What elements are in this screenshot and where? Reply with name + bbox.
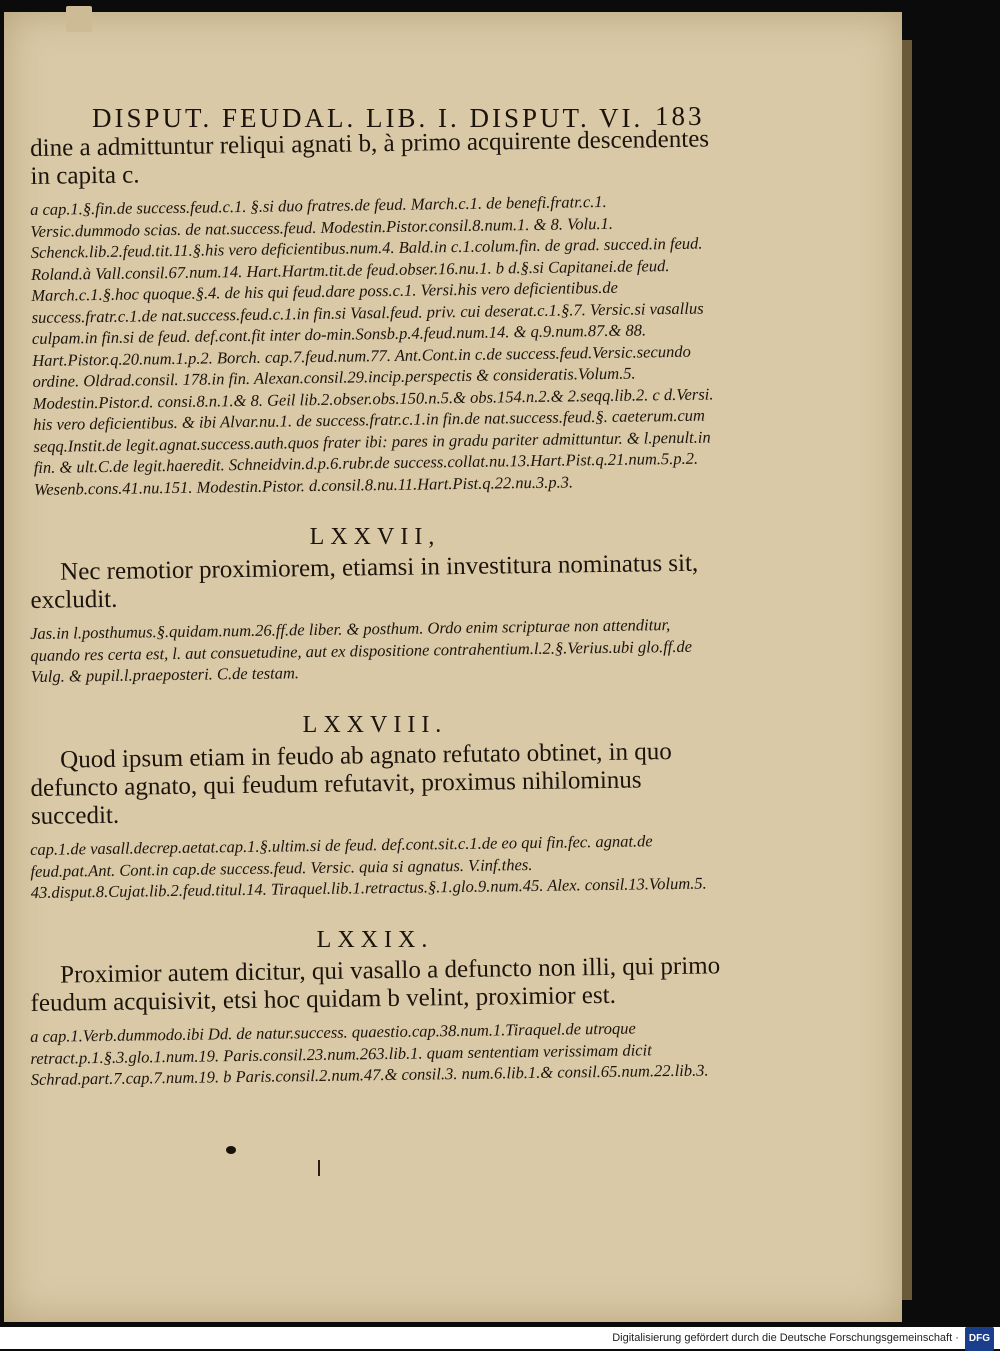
section-heading-78: LXXVIII. [302,711,448,738]
footnote-block-top: a cap.1.§.fin.de success.feud.c.1. §.si duo fratres.de feud. March.c.1. de benefi.fratr.c.1. Versic.dummodo scias. de nat.success.feud. Modestin.Pistor.consil.8.num.1. & 8. Volu.1. Schenck.lib.2.feud.tit.11.§.his vero deficientibus.num.4. Bald.in c.1.colum.fin. de grad. succed.in feud. Roland.à Vall.consil.67.num.14. Hart.Hartm.tit.de feud.obser.16.nu.1. b d.§.si Capitanei.de feud. March.c.1.§.hoc quoque.§.4. de his qui feud.dare poss.c.1. Versi.his vero deficientibus.de success.fratr.c.1.de nat.success.feud.c.1.in fin.si Vasal.feud. priv. cui deserat.c.1.§.7. Versic.si vasallus culpam.in fin.si de feud. def.cont.fit inter do-min.Sonsb.p.4.feud.num.14. & q.9.num.87.& 88. Hart.Pistor.q.20.num.1.p.2. Borch. cap.7.feud.num.77. Ant.Cont.in c.de success.feud.Versic.secundo ordine. Oldrad.consil. 178.in fin. Alexan.consil.29.incip.perspectis & consideratis.Volum.5. Modestin.Pistor.d. consi.8.n.1.& 8. Geil lib.2.obser.obs.150.n.5.& obs.154.n.2.& 2.seqq.lib.2. c d.Versi. his vero deficientibus. & ibi Alvar.nu.1. de success.fratr.c.1.in fin.de nat.success.feud.§. caeterum.cum seqq.Instit.de legit.agnat.success.auth.quos frater ibi: pares in gradu pariter admittuntur. & l.penult.in fin. & ult.C.de legit.haeredit. Schneidvin.d.p.6.rubr.de success.collat.nu.13.Hart.Pist.q.21.num.5.p.2. Wesenb.cons.41.nu.151. Modestin.Pistor. d.consil.8.nu.11.Hart.Pist.q.22.nu.3.p.3. [30,191,714,499]
paragraph-continued: dine a admittuntur reliqui agnati b, à primo acquirente descendentes in capita c. [30,125,710,190]
section-heading-77: LXXVII, [309,524,441,550]
section-text-79: Proximior autem dicitur, qui vasallo a defuncto non illi, qui primo feudum acquisivit, etsi hoc quidam b velint, proximior est. [30,952,721,1017]
section-note-79: a cap.1.Verb.dummodo.ibi Dd. de natur.success. quaestio.cap.38.num.1.Tiraquel.de utroque retract.p.1.§.3.glo.1.num.19. Paris.consil.23.num.263.lib.1. quam sententiam verissimam dicit Schrad.part.7.cap.7.num.19. b Paris.consil.2.num.47.& consil.3. num.6.lib.1.& consil.65.num.22.lib.3. [30,1018,709,1089]
section-note-77: Jas.in l.posthumus.§.quidam.num.26.ff.de liber. & posthum. Ordo enim scripturae non attenditur, quando res certa est, l. aut consuetudine, aut ex dispositione contrahentium.l.2.§.Verius.ubi glo.ff.de Vulg. & pupil.l.praeposteri. C.de testam. [30,615,693,686]
running-head-title: DISPUT. FEUDAL. LIB. I. DISPUT. VI. [92,103,644,133]
footer-credit-text: Digitalisierung gefördert durch die Deutsche Forschungsgemeinschaft · [612,1332,959,1344]
digitization-footer [0,1327,1000,1349]
page-edge [902,40,912,1300]
page-number: 183 [655,101,705,131]
ink-tick-mark [318,1160,320,1176]
section-heading-79: LXXIX. [316,927,434,953]
section-text-78: Quod ipsum etiam in feudo ab agnato refutato obtinet, in quo defuncto agnato, qui feudum refutavit, proximus nihilominus succedit. [30,737,672,830]
dfg-logo[interactable]: DFG [965,1327,994,1351]
ink-smudge [226,1146,236,1154]
page-corner-mark [66,6,92,32]
section-note-78: cap.1.de vasall.decrep.aetat.cap.1.§.ultim.si de feud. def.cont.sit.c.1.de eo qui fin.fec. agnat.de feud.pat.Ant. Cont.in cap.de success.feud. Versic. quia si agnatus. V.inf.thes. 43.disput.8.Cujat.lib.2.feud.titul.14. Tiraquel.lib.1.retractus.§.1.glo.9.num.45. Alex. consil.13.Volum.5. [30,830,707,902]
section-text-77: Nec remotior proximiorem, etiamsi in investitura nominatus sit, excludit. [30,549,699,614]
page-content [30,95,720,1091]
